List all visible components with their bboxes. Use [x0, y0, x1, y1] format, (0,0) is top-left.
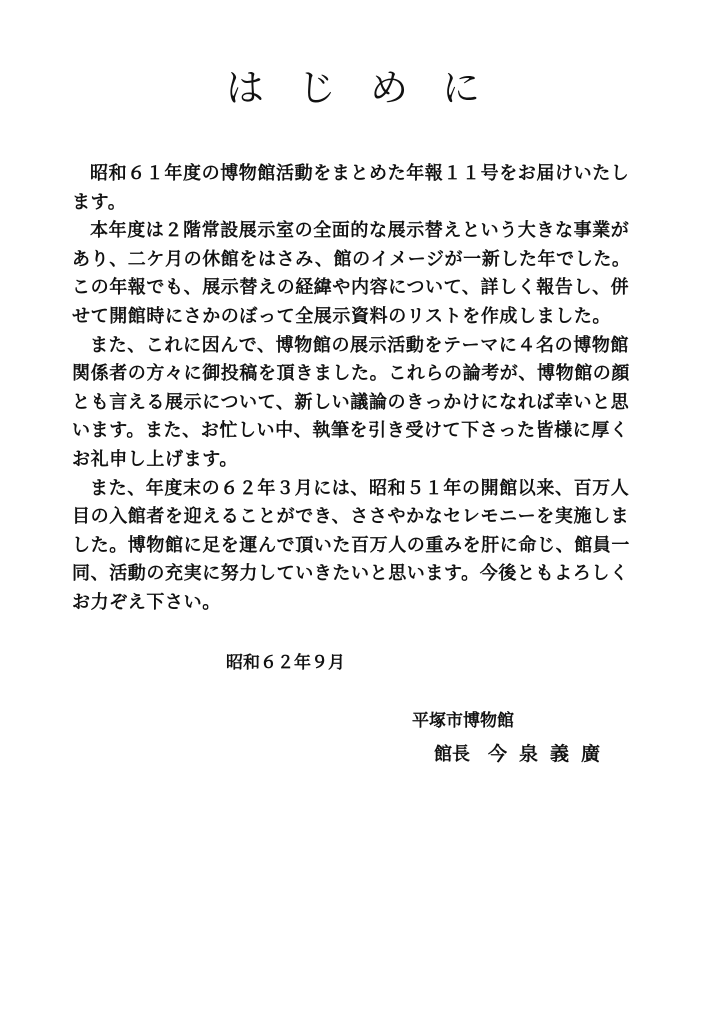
text-line: 同、活動の充実に努力していきたいと思います。今後ともよろしく [72, 563, 629, 585]
text-line: ます。 [72, 191, 127, 213]
text-line: 昭和６１年度の博物館活動をまとめた年報１１号をお届けいたし [90, 163, 630, 184]
body-text [72, 160, 657, 618]
text-line: お礼申し上げます。 [72, 448, 238, 470]
director-role: 館長 [434, 744, 470, 765]
text-line: お力ぞえ下さい。 [72, 591, 221, 613]
text-line: あり、二ケ月の休館をはさみ、館のイメージが一新した年でした。 [72, 248, 631, 270]
organization-name: 平塚市博物館 [412, 711, 514, 731]
page-title: はじめに [225, 66, 514, 110]
document-date: 昭和６２年９月 [226, 653, 345, 673]
text-line: 関係者の方々に御投稿を頂きました。これらの論考が、博物館の顔 [72, 363, 630, 385]
text-line: この年報でも、展示替えの経緯や内容について、詳しく報告し、併 [72, 277, 630, 299]
text-line: 本年度は２階常設展示室の全面的な展示替えという大きな事業が [90, 220, 630, 242]
director-name: 今泉義廣 [488, 743, 613, 765]
text-line: また、年度末の６２年３月には、昭和５１年の開館以来、百万人 [90, 477, 630, 499]
signature-block [434, 741, 612, 768]
text-line: とも言える展示について、新しい議論のきっかけになれば幸いと思 [72, 391, 630, 413]
text-line: せて開館時にさかのぼって全展示資料のリストを作成しました。 [72, 305, 612, 327]
text-line: 目の入館者を迎えることができ、ささやかなセレモニーを実施しま [72, 506, 630, 528]
text-line: います。また、お忙しい中、執筆を引き受けて下さった皆様に厚く [72, 420, 629, 442]
text-line: した。博物館に足を運んで頂いた百万人の重みを肝に命じ、館員一 [72, 534, 630, 556]
text-line: また、これに因んで、博物館の展示活動をテーマに４名の博物館 [90, 334, 630, 356]
